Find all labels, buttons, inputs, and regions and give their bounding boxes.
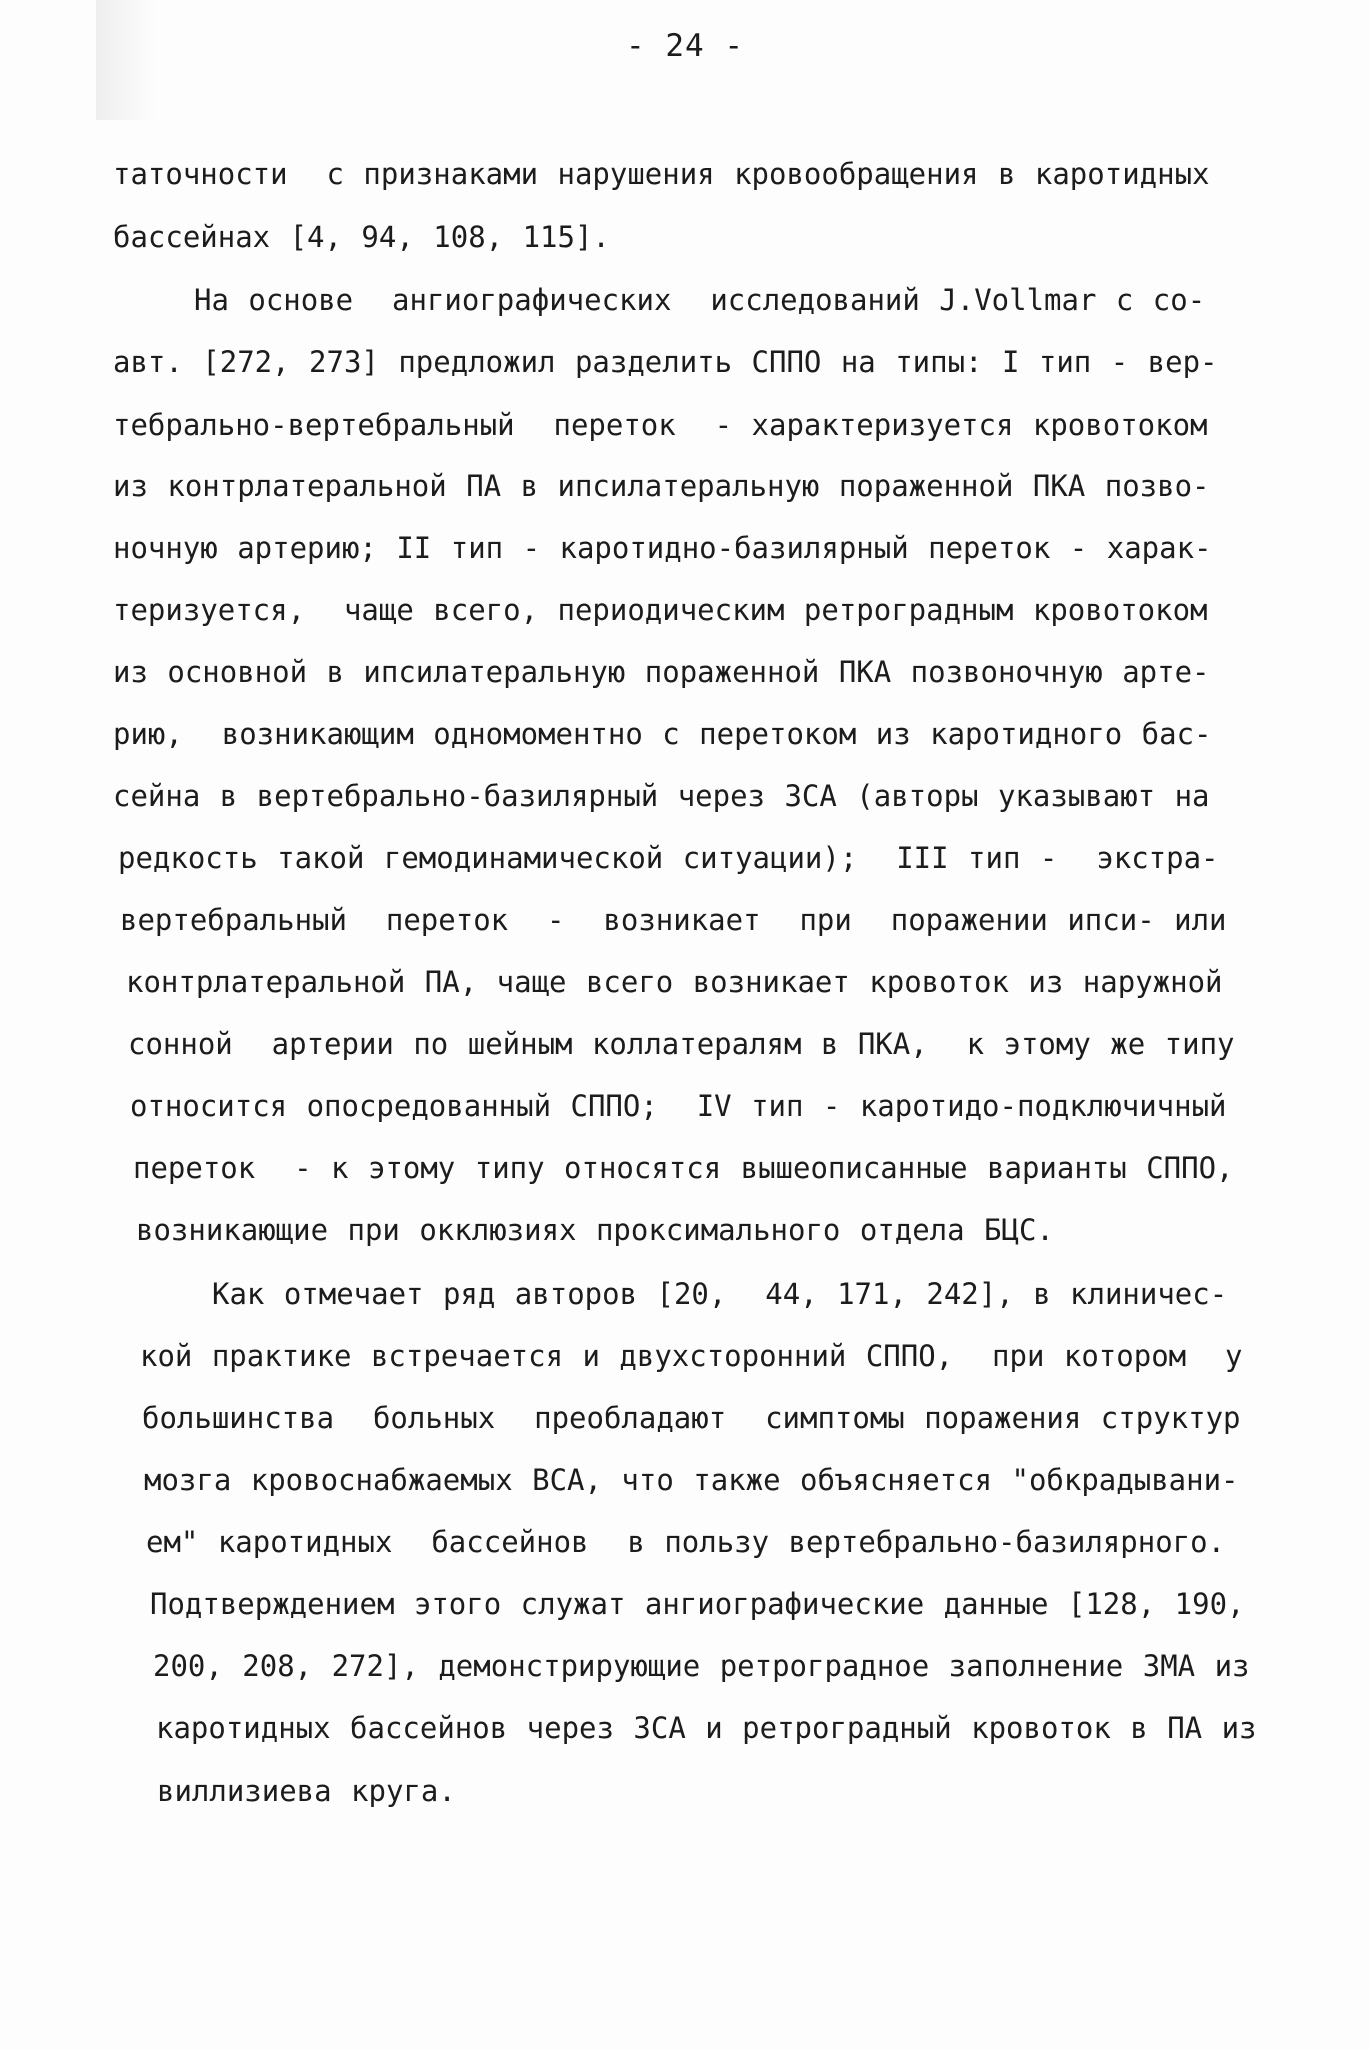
text-line: сонной артерии по шейным коллатералям в ПКА, к этому же типу [128, 1027, 1235, 1061]
text-line: Подтверждением этого служат ангиографические данные [128, 190, [150, 1587, 1245, 1621]
text-line: каротидных бассейнов через ЗСА и ретроградный кровоток в ПА из [156, 1711, 1257, 1745]
text-line: вертебральный переток - возникает при поражении ипси- или [120, 903, 1227, 937]
text-line: таточности с признаками нарушения кровообращения в каротидных [113, 157, 1210, 191]
text-line: сейна в вертебрально-базилярный через ЗСА (авторы указывают на [113, 779, 1210, 813]
text-line: ем" каротидных бассейнов в пользу вертебрально-базилярного. [146, 1525, 1226, 1559]
text-line: теризуется, чаще всего, периодическим ретроградным кровотоком [113, 593, 1208, 627]
text-line: мозга кровоснабжаемых ВСА, что также объясняется "обкрадывани- [144, 1463, 1239, 1497]
text-line: тебрально-вертебральный переток - характеризуется кровотоком [113, 408, 1208, 442]
text-line: кой практике встречается и двухсторонний СППО, при котором у [140, 1339, 1243, 1373]
text-line: Как отмечает ряд авторов [20, 44, 171, 242], в клиничес- [212, 1277, 1228, 1311]
text-line: из основной в ипсилатеральную пораженной ПКА позвоночную арте- [113, 655, 1210, 689]
text-line: рию, возникающим одномоментно с перетоком из каротидного бас- [113, 717, 1212, 751]
text-line: бассейнах [4, 94, 108, 115]. [113, 220, 610, 254]
text-line: ночную артерию; II тип - каротидно-базилярный переток - харак- [113, 531, 1212, 565]
text-line: На основе ангиографических исследований J.Vollmar с со- [194, 283, 1206, 317]
text-line: переток - к этому типу относятся вышеописанные варианты СППО, [133, 1151, 1234, 1185]
text-line: виллизиева круга. [157, 1774, 456, 1808]
text-line: относится опосредованный СППО; IV тип - каротидо-подключичный [130, 1089, 1227, 1123]
text-line: редкость такой гемодинамической ситуации); III тип - экстра- [118, 841, 1219, 875]
page-number: - 24 - [626, 28, 744, 64]
text-line: из контрлатеральной ПА в ипсилатеральную пораженной ПКА позво- [113, 469, 1210, 503]
text-line: контрлатеральной ПА, чаще всего возникает кровоток из наружной [126, 965, 1223, 999]
text-line: авт. [272, 273] предложил разделить СППО на типы: I тип - вер- [113, 345, 1218, 379]
text-line: возникающие при окклюзиях проксимального отдела БЦС. [136, 1213, 1054, 1247]
text-line: 200, 208, 272], демонстрирующие ретроградное заполнение ЗМА из [153, 1649, 1250, 1683]
text-line: большинства больных преобладают симптомы поражения структур [142, 1401, 1241, 1435]
